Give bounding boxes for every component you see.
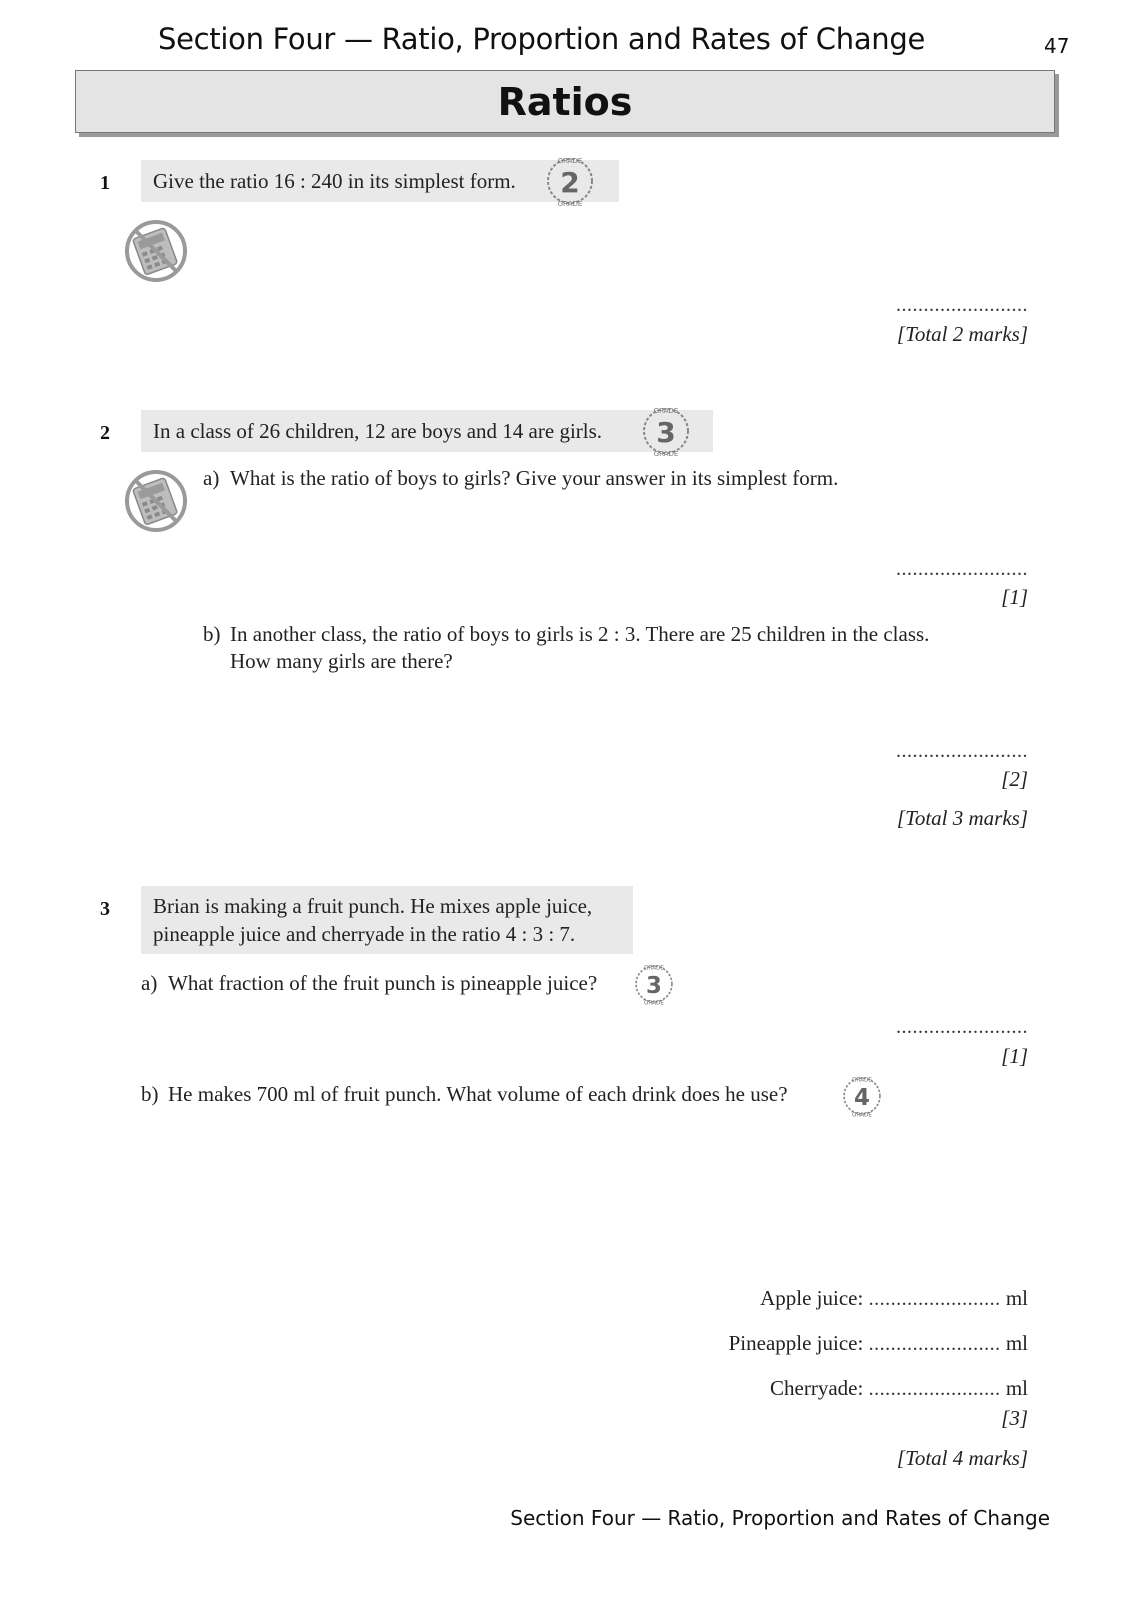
marks-label: [3] (1001, 1406, 1028, 1430)
question-2a-text: What is the ratio of boys to girls? Give your answer in its simplest form. (230, 466, 839, 490)
question-3-box (141, 886, 633, 954)
part-b-label: b) (141, 1082, 159, 1106)
question-1-number: 1 (100, 172, 110, 194)
footer-section-title: Section Four — Ratio, Proportion and Rates of Change (510, 1506, 1050, 1530)
question-1-text: Give the ratio 16 : 240 in its simplest form. (153, 169, 516, 193)
svg-text:GRADE: GRADE (653, 407, 679, 415)
grade-badge-icon (838, 1074, 886, 1118)
part-a-label: a) (141, 971, 158, 995)
question-2b-text-line1: In another class, the ratio of boys to girls is 2 : 3. There are 25 children in the class. (230, 622, 930, 646)
answer-line[interactable]: ........................ (868, 1288, 1001, 1310)
answer-row-pineapple (729, 1331, 1028, 1356)
unit-label: ml (1005, 1376, 1028, 1400)
grade-digit: 2 (560, 166, 580, 199)
grade-digit: 3 (656, 416, 676, 449)
svg-text:GRADE: GRADE (852, 1112, 872, 1118)
question-2-number: 2 (100, 422, 110, 444)
answer-row-cherryade (770, 1376, 1028, 1401)
unit-label: ml (1005, 1331, 1028, 1355)
page-title: Ratios (497, 79, 633, 124)
question-3b-text: He makes 700 ml of fruit punch. What volume of each drink does he use? (168, 1082, 788, 1106)
answer-row-apple (760, 1286, 1028, 1311)
question-3-number: 3 (100, 898, 110, 920)
total-marks: [Total 3 marks] (896, 806, 1028, 830)
marks-label: [1] (1001, 1044, 1028, 1068)
grade-digit: 3 (646, 972, 662, 999)
total-marks: [Total 4 marks] (896, 1446, 1028, 1470)
grade-badge-icon (636, 404, 696, 458)
grade-badge-icon (630, 962, 678, 1006)
marks-label: [2] (1001, 767, 1028, 791)
page-number: 47 (1044, 34, 1070, 58)
section-header: Section Four — Ratio, Proportion and Rates of Change (158, 22, 926, 56)
svg-text:GRADE: GRADE (557, 200, 583, 208)
answer-label: Cherryade: (770, 1376, 864, 1400)
question-3-text-line1: Brian is making a fruit punch. He mixes apple juice, (153, 894, 593, 918)
grade-digit: 4 (854, 1084, 870, 1111)
question-2-box (141, 410, 713, 452)
answer-line[interactable]: ........................ (896, 740, 1028, 762)
part-b-label: b) (203, 622, 221, 646)
svg-text:GRADE: GRADE (644, 965, 664, 972)
no-calculator-icon (122, 218, 190, 284)
answer-line[interactable]: ........................ (896, 1016, 1028, 1038)
answer-line[interactable]: ........................ (896, 558, 1028, 580)
answer-line[interactable]: ........................ (868, 1378, 1001, 1400)
part-a-label: a) (203, 466, 220, 490)
answer-line[interactable]: ........................ (896, 294, 1028, 316)
svg-text:GRADE: GRADE (557, 157, 583, 165)
answer-line[interactable]: ........................ (868, 1333, 1001, 1355)
question-2-text: In a class of 26 children, 12 are boys and 14 are girls. (153, 419, 603, 443)
title-banner (75, 70, 1055, 133)
svg-text:GRADE: GRADE (852, 1077, 872, 1084)
svg-text:GRADE: GRADE (644, 1000, 664, 1006)
total-marks: [Total 2 marks] (896, 322, 1028, 346)
svg-text:GRADE: GRADE (653, 450, 679, 458)
no-calculator-icon (122, 468, 190, 534)
grade-badge-icon (541, 154, 599, 208)
unit-label: ml (1005, 1286, 1028, 1310)
question-3-text-line2: pineapple juice and cherryade in the ratio 4 : 3 : 7. (153, 922, 576, 946)
question-3a-text: What fraction of the fruit punch is pineapple juice? (168, 971, 598, 995)
answer-label: Apple juice: (760, 1286, 864, 1310)
question-2b-text-line2: How many girls are there? (230, 649, 453, 673)
answer-label: Pineapple juice: (728, 1331, 864, 1355)
marks-label: [1] (1001, 585, 1028, 609)
